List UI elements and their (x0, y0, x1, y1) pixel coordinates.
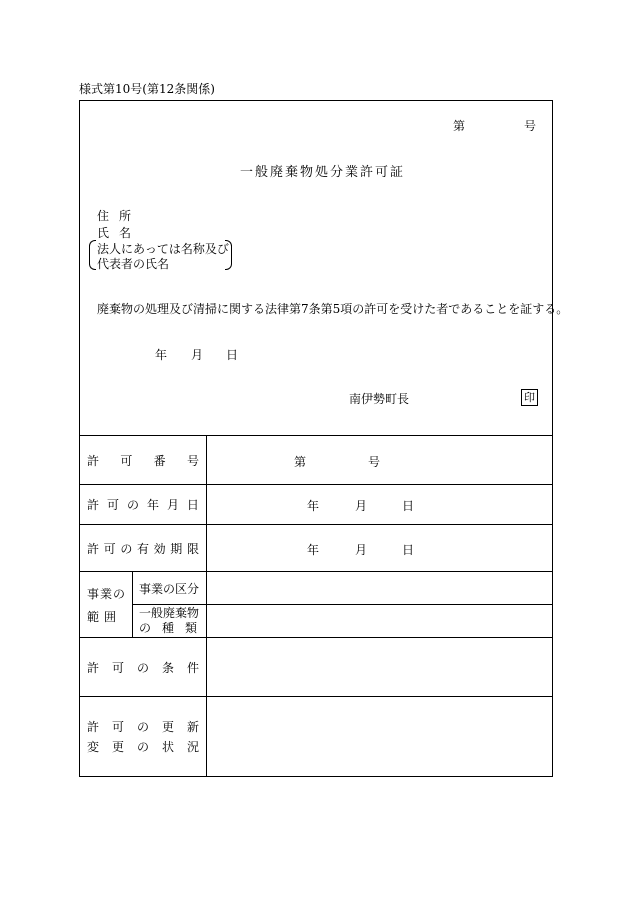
issuer-name: 南伊勢町長 (349, 392, 410, 406)
form-reference: 様式第10号(第12条関係) (79, 82, 215, 96)
waste-type-label-cell: 一般廃棄物 の 種 類 (133, 605, 207, 638)
permit-number-value-cell: 第 号 (207, 436, 553, 485)
issue-date-year: 年 (155, 348, 168, 362)
permit-date-label-cell: 許 可 の 年 月 日 (80, 485, 207, 525)
waste-type-value-cell (207, 605, 553, 638)
validity-value-cell: 年 月 日 (207, 525, 553, 572)
renewal-value-cell (207, 697, 553, 777)
conditions-label-cell: 許 可 の 条 件 (80, 638, 207, 697)
row-conditions (80, 638, 553, 697)
issue-date-day: 日 (226, 348, 239, 362)
row-waste-type (80, 605, 553, 638)
business-category-label-cell: 事業の区分 (133, 572, 207, 605)
row-permit-date (80, 485, 553, 525)
renewal-label-cell: 許 可 の 更 新 変 更 の 状 況 (80, 697, 207, 777)
row-business-category (80, 572, 553, 605)
scope-label-cell: 事 業 の 範 囲 (80, 572, 133, 638)
certificate-number-suffix: 号 (524, 119, 537, 133)
row-permit-number (80, 436, 553, 485)
seal-mark: 印 (521, 389, 538, 406)
permit-details-table (79, 435, 553, 777)
certification-statement: 廃棄物の処理及び清掃に関する法律第7条第5項の許可を受けた者であることを証する。 (97, 302, 569, 316)
business-category-value-cell (207, 572, 553, 605)
validity-label-cell: 許 可 の 有 効 期 限 (80, 525, 207, 572)
issue-date-month: 月 (191, 348, 204, 362)
permit-number-label-cell: 許 可 番 号 (80, 436, 207, 485)
corp-note-line2: 代表者の氏名 (97, 257, 170, 271)
permit-date-value-cell: 年 月 日 (207, 485, 553, 525)
conditions-value-cell (207, 638, 553, 697)
address-label: 住 所 (97, 209, 131, 223)
row-renewal (80, 697, 553, 777)
row-validity (80, 525, 553, 572)
corp-note-line1: 法人にあっては名称及び (97, 242, 229, 256)
certificate-title: 一般廃棄物処分業許可証 (240, 165, 406, 180)
name-label: 氏 名 (97, 226, 131, 240)
bracket-left (89, 240, 96, 270)
certificate-number-prefix: 第 (453, 119, 466, 133)
